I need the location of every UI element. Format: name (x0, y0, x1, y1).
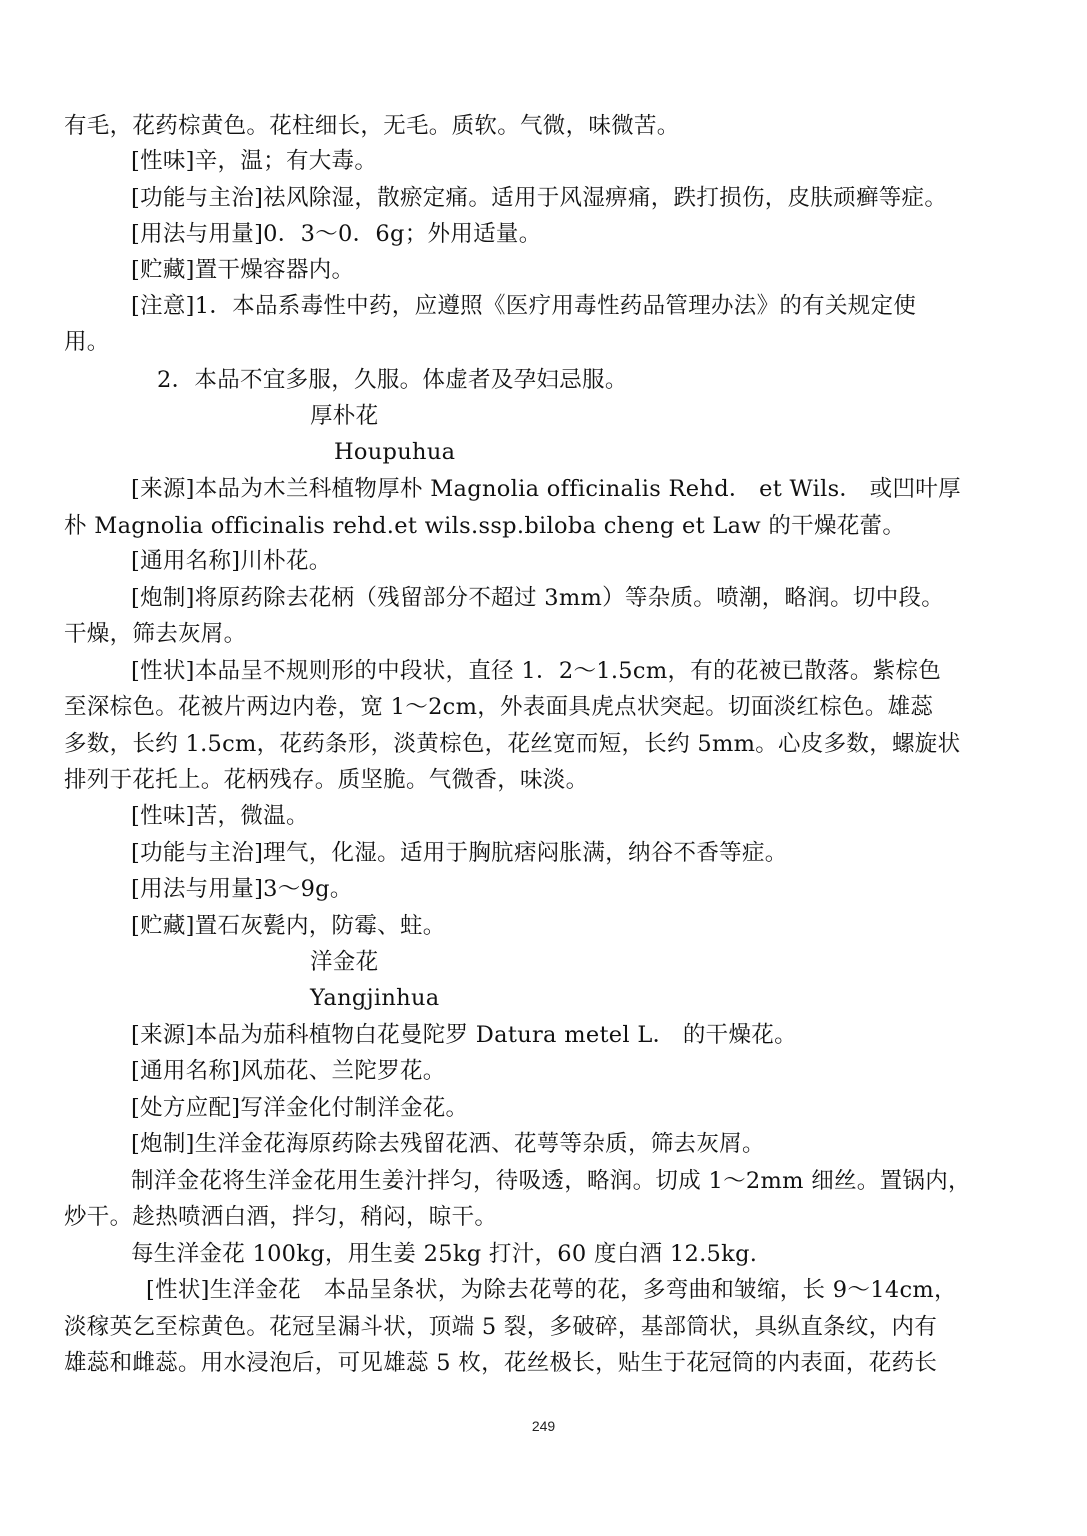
text-line: [通用名称]风茄花、兰陀罗花。 (131, 1058, 446, 1084)
text-line: [功能与主治]祛风除湿，散瘀定痛。适用于风湿痹痛，跌打损伤，皮肤顽癣等症。 (131, 185, 948, 211)
text-line: [用法与用量]3～9g。 (131, 876, 353, 902)
text-line: [性状]本品呈不规则形的中段状，直径 1．2～1.5cm，有的花被已散落。紫棕色 (131, 658, 942, 684)
section-title-latin: Houpuhua (334, 439, 456, 465)
text-line: 朴 Magnolia officinalis rehd.et wils.ssp.biloba cheng et Law 的干燥花蕾。 (64, 513, 906, 539)
text-line: 制洋金花将生洋金花用生姜汁拌匀，待吸透，略润。切成 1～2mm 细丝。置锅内， (131, 1168, 971, 1194)
text-line: 每生洋金花 100kg，用生姜 25kg 打汁，60 度白酒 12.5kg. (131, 1241, 758, 1267)
text-line: [来源]本品为茄科植物白花曼陀罗 Datura metel L． 的干燥花。 (131, 1022, 797, 1048)
text-line: [功能与主治]理气，化湿。适用于胸肮痞闷胀满，纳谷不香等症。 (131, 840, 788, 866)
text-line: 排列于花托上。花柄残存。质坚脆。气微香，味淡。 (64, 767, 589, 793)
text-line: 雄蕊和雌蕊。用水浸泡后，可见雄蕊 5 枚，花丝极长，贴生于花冠筒的内表面，花药长 (64, 1350, 938, 1376)
text-line: 炒干。趁热喷洒白酒，拌匀，稍闷，晾干。 (64, 1204, 498, 1230)
text-line: 2．本品不宜多服，久服。体虚者及孕妇忌服。 (157, 367, 628, 393)
page-number: 249 (531, 1418, 556, 1434)
text-line: [来源]本品为木兰科植物厚朴 Magnolia officinalis Rehd． et Wils． 或凹叶厚 (131, 476, 961, 502)
text-line: [注意]1．本品系毒性中药，应遵照《医疗用毒性药品管理办法》的有关规定使 (131, 293, 917, 319)
text-line: [处方应配]写洋金化付制洋金花。 (131, 1095, 469, 1121)
section-title: 洋金花 (310, 949, 379, 975)
text-line: [性味]辛，温；有大毒。 (131, 148, 378, 174)
text-line: 干燥，筛去灰屑。 (64, 621, 247, 647)
text-line: [炮制]将原药除去花柄（残留部分不超过 3mm）等杂质。喷潮，略润。切中段。 (131, 585, 945, 611)
text-line: [用法与用量]0．3～0．6g；外用适量。 (131, 221, 542, 247)
section-title: 厚朴花 (310, 403, 379, 429)
text-line: 多数，长约 1.5cm，花药条形，淡黄棕色，花丝宽而短，长约 5mm。心皮多数，螺旋状 (64, 731, 961, 757)
text-line: [性状]生洋金花 本品呈条状，为除去花萼的花，多弯曲和皱缩，长 9～14cm， (146, 1277, 957, 1303)
text-line: [贮藏]置石灰甏内，防霉、蛀。 (131, 913, 446, 939)
text-line: 淡稼英乞至棕黄色。花冠呈漏斗状，顶端 5 裂，多破碎，基部筒状，具纵直条纹，内有 (64, 1314, 938, 1340)
text-line: 有毛，花药棕黄色。花柱细长，无毛。质软。气微，味微苦。 (64, 113, 680, 139)
text-line: [性味]苦，微温。 (131, 803, 309, 829)
text-line: [通用名称]川朴花。 (131, 548, 332, 574)
text-line: 用。 (64, 329, 110, 355)
text-line: 至深棕色。花被片两边内卷，宽 1～2cm，外表面具虎点状突起。切面淡红棕色。雄蕊 (64, 694, 934, 720)
section-title-latin: Yangjinhua (310, 985, 440, 1011)
text-line: [炮制]生洋金花海原药除去残留花洒、花萼等杂质，筛去灰屑。 (131, 1131, 765, 1157)
text-line: [贮藏]置干燥容器内。 (131, 257, 355, 283)
